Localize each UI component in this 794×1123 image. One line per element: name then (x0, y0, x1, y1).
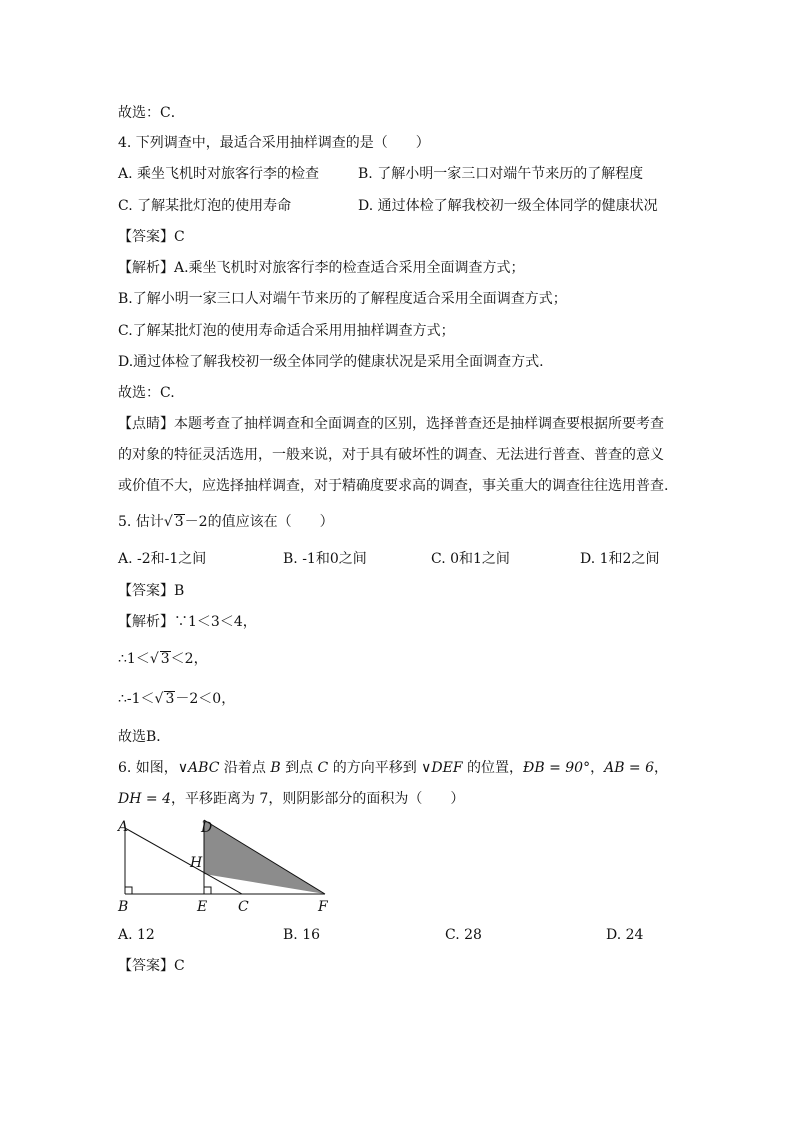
right-angle-B (125, 887, 132, 894)
q6-l1-f: C (317, 760, 329, 776)
q4-comment-2: 的对象的特征灵活选用，一般来说，对于具有破坏性的调查、无法进行普查、普查的意义 (118, 447, 664, 463)
question-4: 4. 下列调查中，最适合采用抽样调查的是（ ） (118, 135, 430, 151)
q5-option-d: D. 1和2之间 (580, 551, 660, 567)
label-C: C (238, 899, 249, 915)
q5-explain-3 (118, 690, 235, 708)
q4-select: 故选：C. (118, 385, 175, 401)
q5-select: 故选B． (118, 729, 171, 745)
q6-l2-a: DH = 4 (118, 791, 171, 807)
q6-l1-b: ∨ABC (177, 760, 220, 776)
line-select-c: 故选：C． (118, 105, 185, 121)
q4-comment-1: 【点睛】本题考查了抽样调查和全面调查的区别，选择普查还是抽样调查要根据所要考查 (118, 416, 664, 432)
q6-option-c: C. 28 (445, 927, 482, 943)
label-E: E (197, 899, 208, 915)
q5-suffix: 的值应该在（ ） (207, 514, 334, 530)
q4-explain-4: D.通过体检了解我校初一级全体同学的健康状况是采用全面调查方式. (118, 354, 544, 370)
q5-explain-1: 【解析】∵1＜3＜4， (118, 614, 257, 630)
q5-e2-pre: ∴1＜ (118, 651, 150, 667)
label-B: B (118, 899, 129, 915)
q6-l2-b: ，平移距离为 7，则阴影部分的面积为（ ） (170, 791, 465, 807)
q6-l1-h: ∨DEF (421, 760, 463, 776)
q6-answer: 【答案】C (118, 958, 185, 974)
question-5 (118, 513, 334, 531)
q5-e3-pre: ∴-1＜ (118, 691, 155, 707)
q6-l1-k: ， (590, 760, 605, 776)
q4-option-a: A. 乘坐飞机时对旅客行李的检查 (118, 166, 320, 182)
q5-answer: 【答案】B (118, 583, 185, 599)
q6-option-d: D. 24 (606, 927, 644, 943)
q5-e3-radicand: 3 (165, 691, 175, 707)
q5-radicand: 3 (174, 514, 184, 530)
q4-explain-2: B.了解小明一家三口人对端午节来历的了解程度适合采用全面调查方式； (118, 291, 567, 307)
q6-l1-c: 沿着点 (219, 760, 271, 776)
question-6-line-1 (118, 759, 668, 777)
q6-l1-g: 的方向平移到 (328, 760, 422, 776)
sqrt-icon: √ (149, 651, 159, 667)
q5-explain-2 (118, 650, 208, 668)
q5-option-c: C. 0和1之间 (431, 551, 510, 567)
q6-l1-m: ， (654, 760, 669, 776)
sqrt-icon: √ (163, 514, 173, 530)
q5-option-a: A. -2和-1之间 (118, 551, 207, 567)
label-F: F (318, 899, 328, 915)
q5-e2-post: ＜2， (170, 651, 208, 667)
q6-option-a: A. 12 (118, 927, 155, 943)
q5-prefix: 5. 估计 (118, 514, 164, 530)
q4-comment-3: 或价值不大，应选择抽样调查，对于精确度要求高的调查，事关重大的调查往往选用普查. (118, 478, 669, 494)
q5-e2-radicand: 3 (160, 651, 170, 667)
q6-l1-j: ÐB = 90° (523, 760, 591, 776)
q6-l1-e: 到点 (280, 760, 318, 776)
right-angle-E (204, 887, 211, 894)
q6-option-b: B. 16 (283, 927, 321, 943)
sqrt-icon: √ (154, 691, 164, 707)
q4-answer: 【答案】C (118, 229, 185, 245)
q6-l1-l: AB = 6 (604, 760, 655, 776)
q6-l1-a: 6. 如图， (118, 760, 178, 776)
q6-l1-i: 的位置， (462, 760, 524, 776)
q4-explain-1: 【解析】A.乘坐飞机时对旅客行李的检查适合采用全面调查方式； (118, 260, 525, 276)
q4-option-b: B. 了解小明一家三口对端午节来历的了解程度 (358, 166, 644, 182)
label-D: D (201, 820, 213, 836)
q6-l1-d: B (270, 760, 281, 776)
triangle-figure (110, 812, 340, 916)
q4-option-d: D. 通过体检了解我校初一级全体同学的健康状况 (358, 198, 658, 214)
q5-option-b: B. -1和0之间 (283, 551, 367, 567)
q5-minus: －2 (184, 514, 208, 530)
q5-e3-post: －2＜0， (175, 691, 236, 707)
q4-explain-3: C.了解某批灯泡的使用寿命适合采用用抽样调查方式； (118, 323, 455, 339)
question-6-line-2 (118, 790, 464, 808)
label-A: A (118, 819, 129, 835)
q4-option-c: C. 了解某批灯泡的使用寿命 (118, 198, 292, 214)
label-H: H (190, 855, 203, 871)
